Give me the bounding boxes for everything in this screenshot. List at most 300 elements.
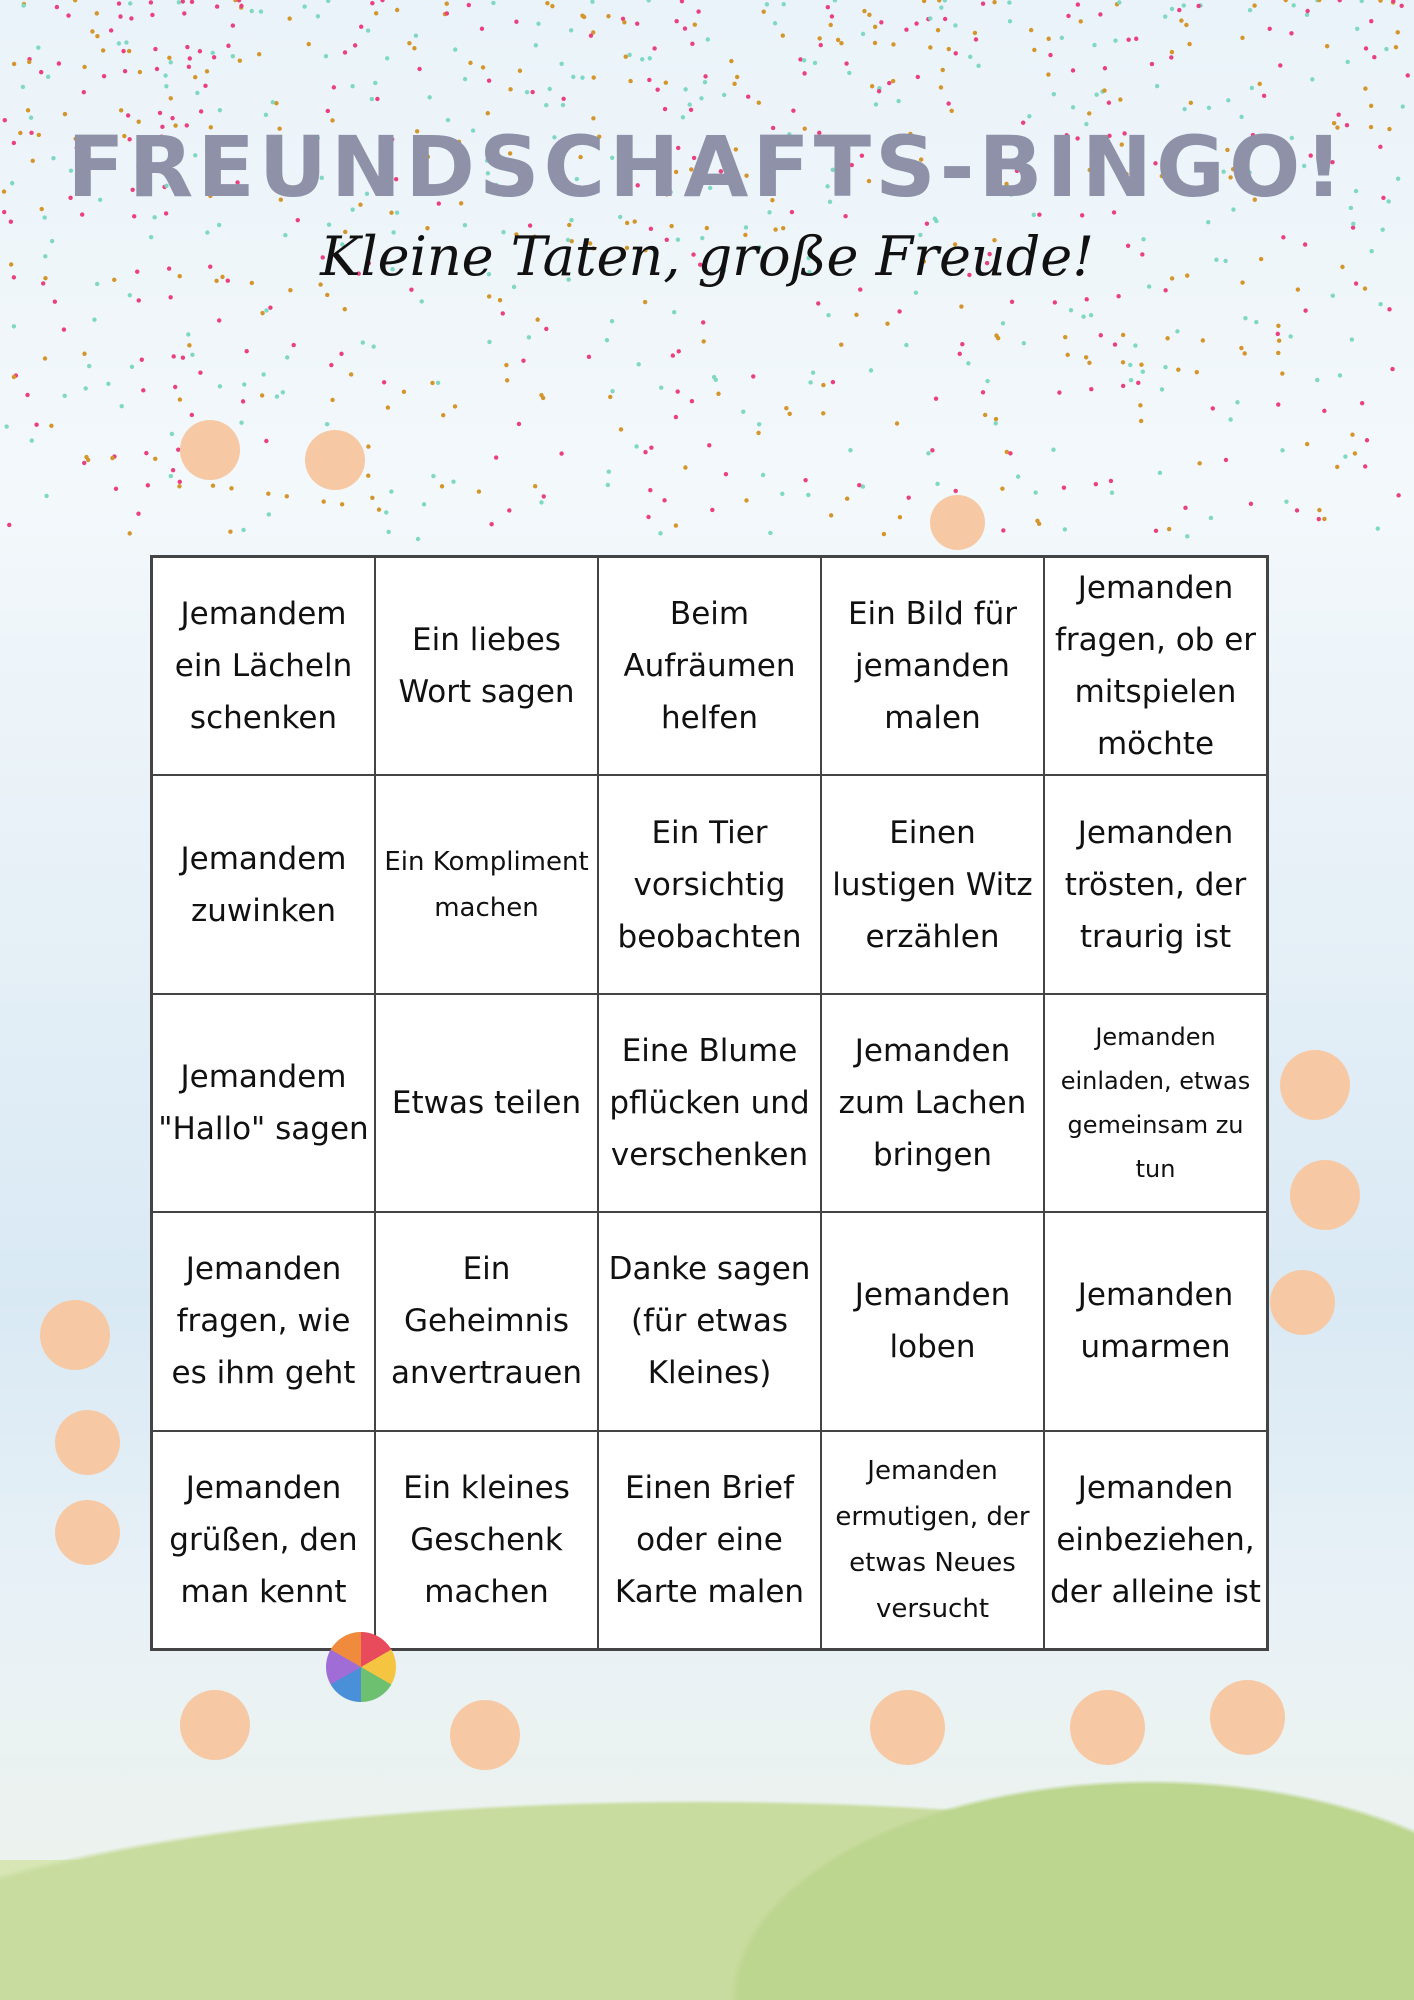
- confetti-dot: [836, 38, 840, 42]
- confetti-dot: [891, 79, 895, 83]
- confetti-dot: [44, 494, 48, 498]
- confetti-dot: [1032, 48, 1036, 52]
- confetti-dot: [1355, 27, 1359, 31]
- confetti-dot: [1211, 406, 1215, 410]
- confetti-dot: [370, 97, 374, 101]
- confetti-dot: [1268, 27, 1272, 31]
- confetti-dot: [324, 54, 328, 58]
- confetti-dot: [164, 84, 168, 88]
- confetti-dot: [178, 480, 182, 484]
- confetti-dot: [1248, 8, 1252, 12]
- confetti-dot: [1141, 369, 1145, 373]
- confetti-dot: [1183, 506, 1187, 510]
- confetti-dot: [1175, 329, 1179, 333]
- confetti-dot: [1228, 417, 1232, 421]
- confetti-dot: [729, 59, 733, 63]
- confetti-dot: [534, 43, 538, 47]
- confetti-dot: [211, 483, 215, 487]
- confetti-dot: [123, 69, 127, 73]
- confetti-dot: [1133, 343, 1137, 347]
- confetti-dot: [1094, 482, 1098, 486]
- confetti-dot: [1406, 73, 1410, 77]
- confetti-dot: [46, 75, 50, 79]
- confetti-dot: [939, 85, 943, 89]
- confetti-dot: [385, 56, 389, 60]
- confetti-dot: [1177, 8, 1181, 12]
- confetti-dot: [241, 399, 245, 403]
- confetti-dot: [386, 405, 390, 409]
- confetti-dot: [1085, 297, 1089, 301]
- confetti-dot: [1235, 400, 1239, 404]
- confetti-dot: [73, 0, 77, 2]
- confetti-dot: [12, 324, 16, 328]
- confetti-dot: [487, 79, 491, 83]
- confetti-dot: [716, 392, 720, 396]
- confetti-dot: [307, 42, 311, 46]
- confetti-dot: [302, 4, 306, 8]
- confetti-dot: [1163, 288, 1167, 292]
- confetti-dot: [1033, 490, 1037, 494]
- confetti-dot: [808, 380, 812, 384]
- confetti-dot: [343, 50, 347, 54]
- confetti-dot: [521, 358, 525, 362]
- confetti-dot: [937, 0, 941, 2]
- confetti-dot: [817, 36, 821, 40]
- confetti-dot: [649, 445, 653, 449]
- confetti-dot: [1121, 360, 1125, 364]
- confetti-dot: [1364, 46, 1368, 50]
- confetti-dot: [662, 498, 666, 502]
- confetti-dot: [714, 378, 718, 382]
- confetti-dot: [959, 304, 963, 308]
- confetti-dot: [983, 413, 987, 417]
- confetti-dot: [1378, 0, 1382, 3]
- confetti-dot: [699, 96, 703, 100]
- confetti-dot: [1084, 355, 1088, 359]
- confetti-dot: [1239, 346, 1243, 350]
- confetti-dot: [606, 14, 610, 18]
- confetti-dot: [430, 381, 434, 385]
- confetti-dot: [1126, 37, 1130, 41]
- confetti-dot: [833, 0, 837, 3]
- confetti-dot: [451, 479, 455, 483]
- confetti-dot: [904, 27, 908, 31]
- subtitle: Kleine Taten, große Freude!: [320, 225, 1094, 288]
- confetti-dot: [1384, 47, 1388, 51]
- confetti-dot: [264, 308, 268, 312]
- confetti-dot: [1035, 519, 1039, 523]
- confetti-dot: [610, 389, 614, 393]
- bingo-cell[interactable]: Jemanden einbeziehen, der alleine ist: [1044, 1431, 1267, 1649]
- confetti-dot: [518, 69, 522, 73]
- confetti-dot: [422, 502, 426, 506]
- confetti-dot: [25, 393, 29, 397]
- bingo-cell[interactable]: Jemanden loben: [821, 1212, 1044, 1430]
- confetti-dot: [353, 43, 357, 47]
- confetti-dot: [1195, 370, 1199, 374]
- confetti-dot: [199, 109, 203, 113]
- confetti-dot: [203, 84, 207, 88]
- confetti-dot: [153, 47, 157, 51]
- bingo-cell[interactable]: Jemandem ein Lächeln schenken: [152, 557, 375, 775]
- confetti-dot: [43, 356, 47, 360]
- confetti-dot: [571, 75, 575, 79]
- confetti-dot: [21, 85, 25, 89]
- confetti-dot: [514, 20, 518, 24]
- confetti-dot: [960, 342, 964, 346]
- confetti-dot: [329, 363, 333, 367]
- confetti-dot: [757, 422, 761, 426]
- page-title: FREUNDSCHAFTS-BINGO!: [67, 118, 1347, 216]
- confetti-dot: [241, 528, 245, 532]
- bingo-cell[interactable]: Jemanden fragen, wie es ihm geht: [152, 1212, 375, 1430]
- confetti-dot: [1277, 338, 1281, 342]
- confetti-dot: [36, 45, 40, 49]
- confetti-dot: [826, 5, 830, 9]
- confetti-dot: [1276, 402, 1280, 406]
- confetti-dot: [1179, 18, 1183, 22]
- confetti-dot: [1331, 293, 1335, 297]
- bingo-cell[interactable]: Jemanden zum Lachen bringen: [821, 994, 1044, 1212]
- confetti-dot: [1350, 337, 1354, 341]
- confetti-dot: [205, 69, 209, 73]
- confetti-dot: [121, 49, 125, 53]
- confetti-dot: [652, 46, 656, 50]
- bingo-cell[interactable]: Ein liebes Wort sagen: [375, 557, 598, 775]
- confetti-dot: [1150, 62, 1154, 66]
- bingo-cell[interactable]: Ein Geheimnis anvertrauen: [375, 1212, 598, 1430]
- bingo-cell[interactable]: Ein Kompliment machen: [375, 775, 598, 993]
- confetti-dot: [839, 41, 843, 45]
- confetti-dot: [242, 382, 246, 386]
- confetti-dot: [1226, 98, 1230, 102]
- confetti-dot: [1103, 66, 1107, 70]
- confetti-dot: [185, 45, 189, 49]
- confetti-dot: [664, 80, 668, 84]
- confetti-dot: [1107, 101, 1111, 105]
- confetti-dot: [545, 1, 549, 5]
- confetti-dot: [349, 372, 353, 376]
- confetti-dot: [167, 56, 171, 60]
- confetti-dot: [1109, 479, 1113, 483]
- confetti-dot: [326, 0, 330, 3]
- confetti-dot: [816, 301, 820, 305]
- confetti-dot: [238, 59, 242, 63]
- confetti-dot: [169, 474, 173, 478]
- bingo-cell[interactable]: Jemanden umarmen: [1044, 1212, 1267, 1430]
- child-illustration: [40, 1300, 110, 1370]
- confetti-dot: [1134, 37, 1138, 41]
- confetti-dot: [63, 112, 67, 116]
- confetti-dot: [1254, 320, 1258, 324]
- confetti-dot: [1295, 508, 1299, 512]
- confetti-dot: [416, 537, 420, 541]
- confetti-dot: [605, 338, 609, 342]
- confetti-dot: [182, 11, 186, 15]
- confetti-dot: [141, 388, 145, 392]
- confetti-dot: [1001, 321, 1005, 325]
- confetti-dot: [536, 22, 540, 26]
- confetti-dot: [874, 102, 878, 106]
- confetti-dot: [1092, 43, 1096, 47]
- confetti-dot: [768, 531, 772, 535]
- bingo-cell[interactable]: Jemandem zuwinken: [152, 775, 375, 993]
- bingo-cell[interactable]: Beim Aufräumen helfen: [598, 557, 821, 775]
- confetti-dot: [402, 390, 406, 394]
- confetti-dot: [124, 40, 128, 44]
- confetti-dot: [1128, 363, 1132, 367]
- confetti-dot: [675, 389, 679, 393]
- confetti-dot: [857, 483, 861, 487]
- confetti-dot: [1317, 508, 1321, 512]
- confetti-dot: [144, 451, 148, 455]
- confetti-dot: [30, 438, 34, 442]
- confetti-dot: [371, 344, 375, 348]
- confetti-dot: [26, 108, 30, 112]
- confetti-dot: [1243, 351, 1247, 355]
- confetti-dot: [847, 71, 851, 75]
- confetti-dot: [231, 23, 235, 27]
- confetti-dot: [82, 65, 86, 69]
- confetti-dot: [1094, 93, 1098, 97]
- confetti-dot: [1372, 55, 1376, 59]
- child-illustration: [180, 420, 240, 480]
- confetti-dot: [1289, 31, 1293, 35]
- confetti-dot: [869, 368, 873, 372]
- confetti-dot: [57, 61, 61, 65]
- confetti-dot: [867, 13, 871, 17]
- confetti-dot: [95, 11, 99, 15]
- confetti-dot: [359, 25, 363, 29]
- confetti-dot: [659, 385, 663, 389]
- confetti-dot: [1288, 334, 1292, 338]
- confetti-dot: [587, 355, 591, 359]
- confetti-dot: [149, 0, 153, 4]
- bingo-cell[interactable]: Jemanden einladen, etwas gemeinsam zu tun: [1044, 994, 1267, 1212]
- confetti-dot: [1206, 220, 1210, 224]
- confetti-dot: [780, 492, 784, 496]
- bingo-cell[interactable]: Danke sagen (für etwas Kleines): [598, 1212, 821, 1430]
- confetti-dot: [1007, 0, 1011, 4]
- confetti-dot: [198, 370, 202, 374]
- confetti-dot: [427, 95, 431, 99]
- confetti-dot: [848, 448, 852, 452]
- confetti-dot: [82, 90, 86, 94]
- confetti-dot: [1098, 12, 1102, 16]
- confetti-dot: [63, 394, 67, 398]
- confetti-dot: [693, 22, 697, 26]
- child-illustration: [1280, 1050, 1350, 1120]
- confetti-dot: [1071, 105, 1075, 109]
- child-illustration: [180, 1690, 250, 1760]
- confetti-dot: [994, 417, 998, 421]
- confetti-dot: [922, 0, 926, 3]
- confetti-dot: [292, 343, 296, 347]
- confetti-dot: [106, 382, 110, 386]
- bingo-cell[interactable]: Einen lustigen Witz erzählen: [821, 775, 1044, 993]
- confetti-dot: [137, 298, 141, 302]
- confetti-dot: [181, 356, 185, 360]
- confetti-dot: [647, 78, 651, 82]
- confetti-dot: [384, 510, 388, 514]
- confetti-dot: [1001, 528, 1005, 532]
- bingo-cell[interactable]: Ein kleines Geschenk machen: [375, 1431, 598, 1649]
- confetti-dot: [1136, 381, 1140, 385]
- bingo-cell[interactable]: Eine Blume pflücken und verschenken: [598, 994, 821, 1212]
- confetti-dot: [1163, 14, 1167, 18]
- confetti-dot: [231, 54, 235, 58]
- confetti-dot: [985, 379, 989, 383]
- confetti-dot: [128, 293, 132, 297]
- confetti-dot: [366, 444, 370, 448]
- confetti-dot: [671, 353, 675, 357]
- confetti-dot: [636, 362, 640, 366]
- confetti-dot: [1390, 367, 1394, 371]
- confetti-dot: [1338, 373, 1342, 377]
- confetti-dot: [958, 352, 962, 356]
- confetti-dot: [487, 294, 491, 298]
- bingo-cell[interactable]: Jemanden trösten, der traurig ist: [1044, 775, 1267, 993]
- child-illustration: [305, 430, 365, 490]
- confetti-dot: [239, 421, 243, 425]
- child-illustration: [870, 1690, 945, 1765]
- confetti-dot: [539, 393, 543, 397]
- confetti-dot: [994, 333, 998, 337]
- confetti-dot: [226, 44, 230, 48]
- confetti-dot: [477, 489, 481, 493]
- confetti-dot: [544, 327, 548, 331]
- confetti-dot: [109, 28, 113, 32]
- confetti-dot: [607, 470, 611, 474]
- confetti-dot: [1138, 403, 1142, 407]
- confetti-dot: [395, 8, 399, 12]
- confetti-dot: [762, 10, 766, 14]
- bingo-cell[interactable]: Jemanden fragen, ob er mitspielen möchte: [1044, 557, 1267, 775]
- confetti-dot: [1284, 499, 1288, 503]
- confetti-dot: [628, 79, 632, 83]
- confetti-dot: [188, 56, 192, 60]
- confetti-dot: [968, 55, 972, 59]
- confetti-dot: [1063, 527, 1067, 531]
- confetti-dot: [756, 431, 760, 435]
- confetti-dot: [548, 87, 552, 91]
- confetti-dot: [193, 75, 197, 79]
- confetti-dot: [34, 422, 38, 426]
- confetti-dot: [953, 23, 957, 27]
- confetti-dot: [1048, 53, 1052, 57]
- confetti-dot: [674, 19, 678, 23]
- confetti-dot: [974, 37, 978, 41]
- confetti-dot: [21, 3, 25, 7]
- confetti-dot: [994, 421, 998, 425]
- confetti-dot: [268, 305, 272, 309]
- confetti-dot: [177, 484, 181, 488]
- confetti-dot: [683, 26, 687, 30]
- confetti-dot: [1346, 60, 1350, 64]
- confetti-dot: [619, 427, 623, 431]
- bingo-cell[interactable]: Jemanden ermutigen, der etwas Neues versucht: [821, 1431, 1044, 1649]
- confetti-dot: [316, 14, 320, 18]
- confetti-dot: [27, 60, 31, 64]
- confetti-dot: [930, 448, 934, 452]
- confetti-dot: [82, 352, 86, 356]
- confetti-dot: [735, 75, 739, 79]
- bingo-cell[interactable]: Ein Tier vorsichtig beobachten: [598, 775, 821, 993]
- bingo-cell[interactable]: Jemandem "Hallo" sagen: [152, 994, 375, 1212]
- confetti-dot: [643, 450, 647, 454]
- confetti-dot: [288, 288, 292, 292]
- confetti-dot: [186, 332, 190, 336]
- confetti-dot: [954, 51, 958, 55]
- confetti-dot: [138, 70, 142, 74]
- confetti-dot: [879, 20, 883, 24]
- confetti-dot: [1069, 308, 1073, 312]
- confetti-dot: [1315, 378, 1319, 382]
- confetti-dot: [1081, 314, 1085, 318]
- confetti-dot: [533, 484, 537, 488]
- confetti-dot: [831, 380, 835, 384]
- confetti-dot: [1280, 371, 1284, 375]
- bingo-cell[interactable]: Einen Brief oder eine Karte malen: [598, 1431, 821, 1649]
- confetti-dot: [877, 89, 881, 93]
- confetti-dot: [261, 372, 265, 376]
- confetti-dot: [287, 16, 291, 20]
- bingo-cell[interactable]: Jemanden grüßen, den man kennt: [152, 1431, 375, 1649]
- bingo-cell[interactable]: Etwas teilen: [375, 994, 598, 1212]
- confetti-dot: [635, 21, 639, 25]
- confetti-dot: [1322, 517, 1326, 521]
- confetti-dot: [178, 397, 182, 401]
- confetti-dot: [321, 499, 325, 503]
- confetti-dot: [1079, 19, 1083, 23]
- confetti-dot: [343, 307, 347, 311]
- confetti-dot: [440, 484, 444, 488]
- confetti-dot: [217, 318, 221, 322]
- confetti-dot: [710, 508, 714, 512]
- confetti-dot: [1305, 442, 1309, 446]
- confetti-dot: [1197, 461, 1201, 465]
- bingo-cell[interactable]: Ein Bild für jemanden malen: [821, 557, 1044, 775]
- confetti-dot: [417, 67, 421, 71]
- confetti-dot: [862, 9, 866, 13]
- child-illustration: [450, 1700, 520, 1770]
- confetti-dot: [627, 53, 631, 57]
- confetti-dot: [1350, 433, 1354, 437]
- confetti-dot: [84, 455, 88, 459]
- confetti-dot: [463, 77, 467, 81]
- confetti-dot: [1102, 88, 1106, 92]
- confetti-dot: [340, 502, 344, 506]
- confetti-dot: [1113, 342, 1117, 346]
- confetti-dot: [267, 512, 271, 516]
- confetti-dot: [1182, 107, 1186, 111]
- confetti-dot: [672, 310, 676, 314]
- confetti-dot: [187, 343, 191, 347]
- child-illustration: [1210, 1680, 1285, 1755]
- confetti-dot: [366, 474, 370, 478]
- confetti-dot: [1399, 4, 1403, 8]
- confetti-dot: [1396, 493, 1400, 497]
- confetti-dot: [791, 108, 795, 112]
- confetti-dot: [1052, 92, 1056, 96]
- confetti-dot: [101, 48, 105, 52]
- confetti-dot: [569, 28, 573, 32]
- confetti-dot: [84, 386, 88, 390]
- confetti-dot: [373, 81, 377, 85]
- confetti-dot: [487, 340, 491, 344]
- confetti-dot: [1063, 335, 1067, 339]
- confetti-dot: [264, 439, 268, 443]
